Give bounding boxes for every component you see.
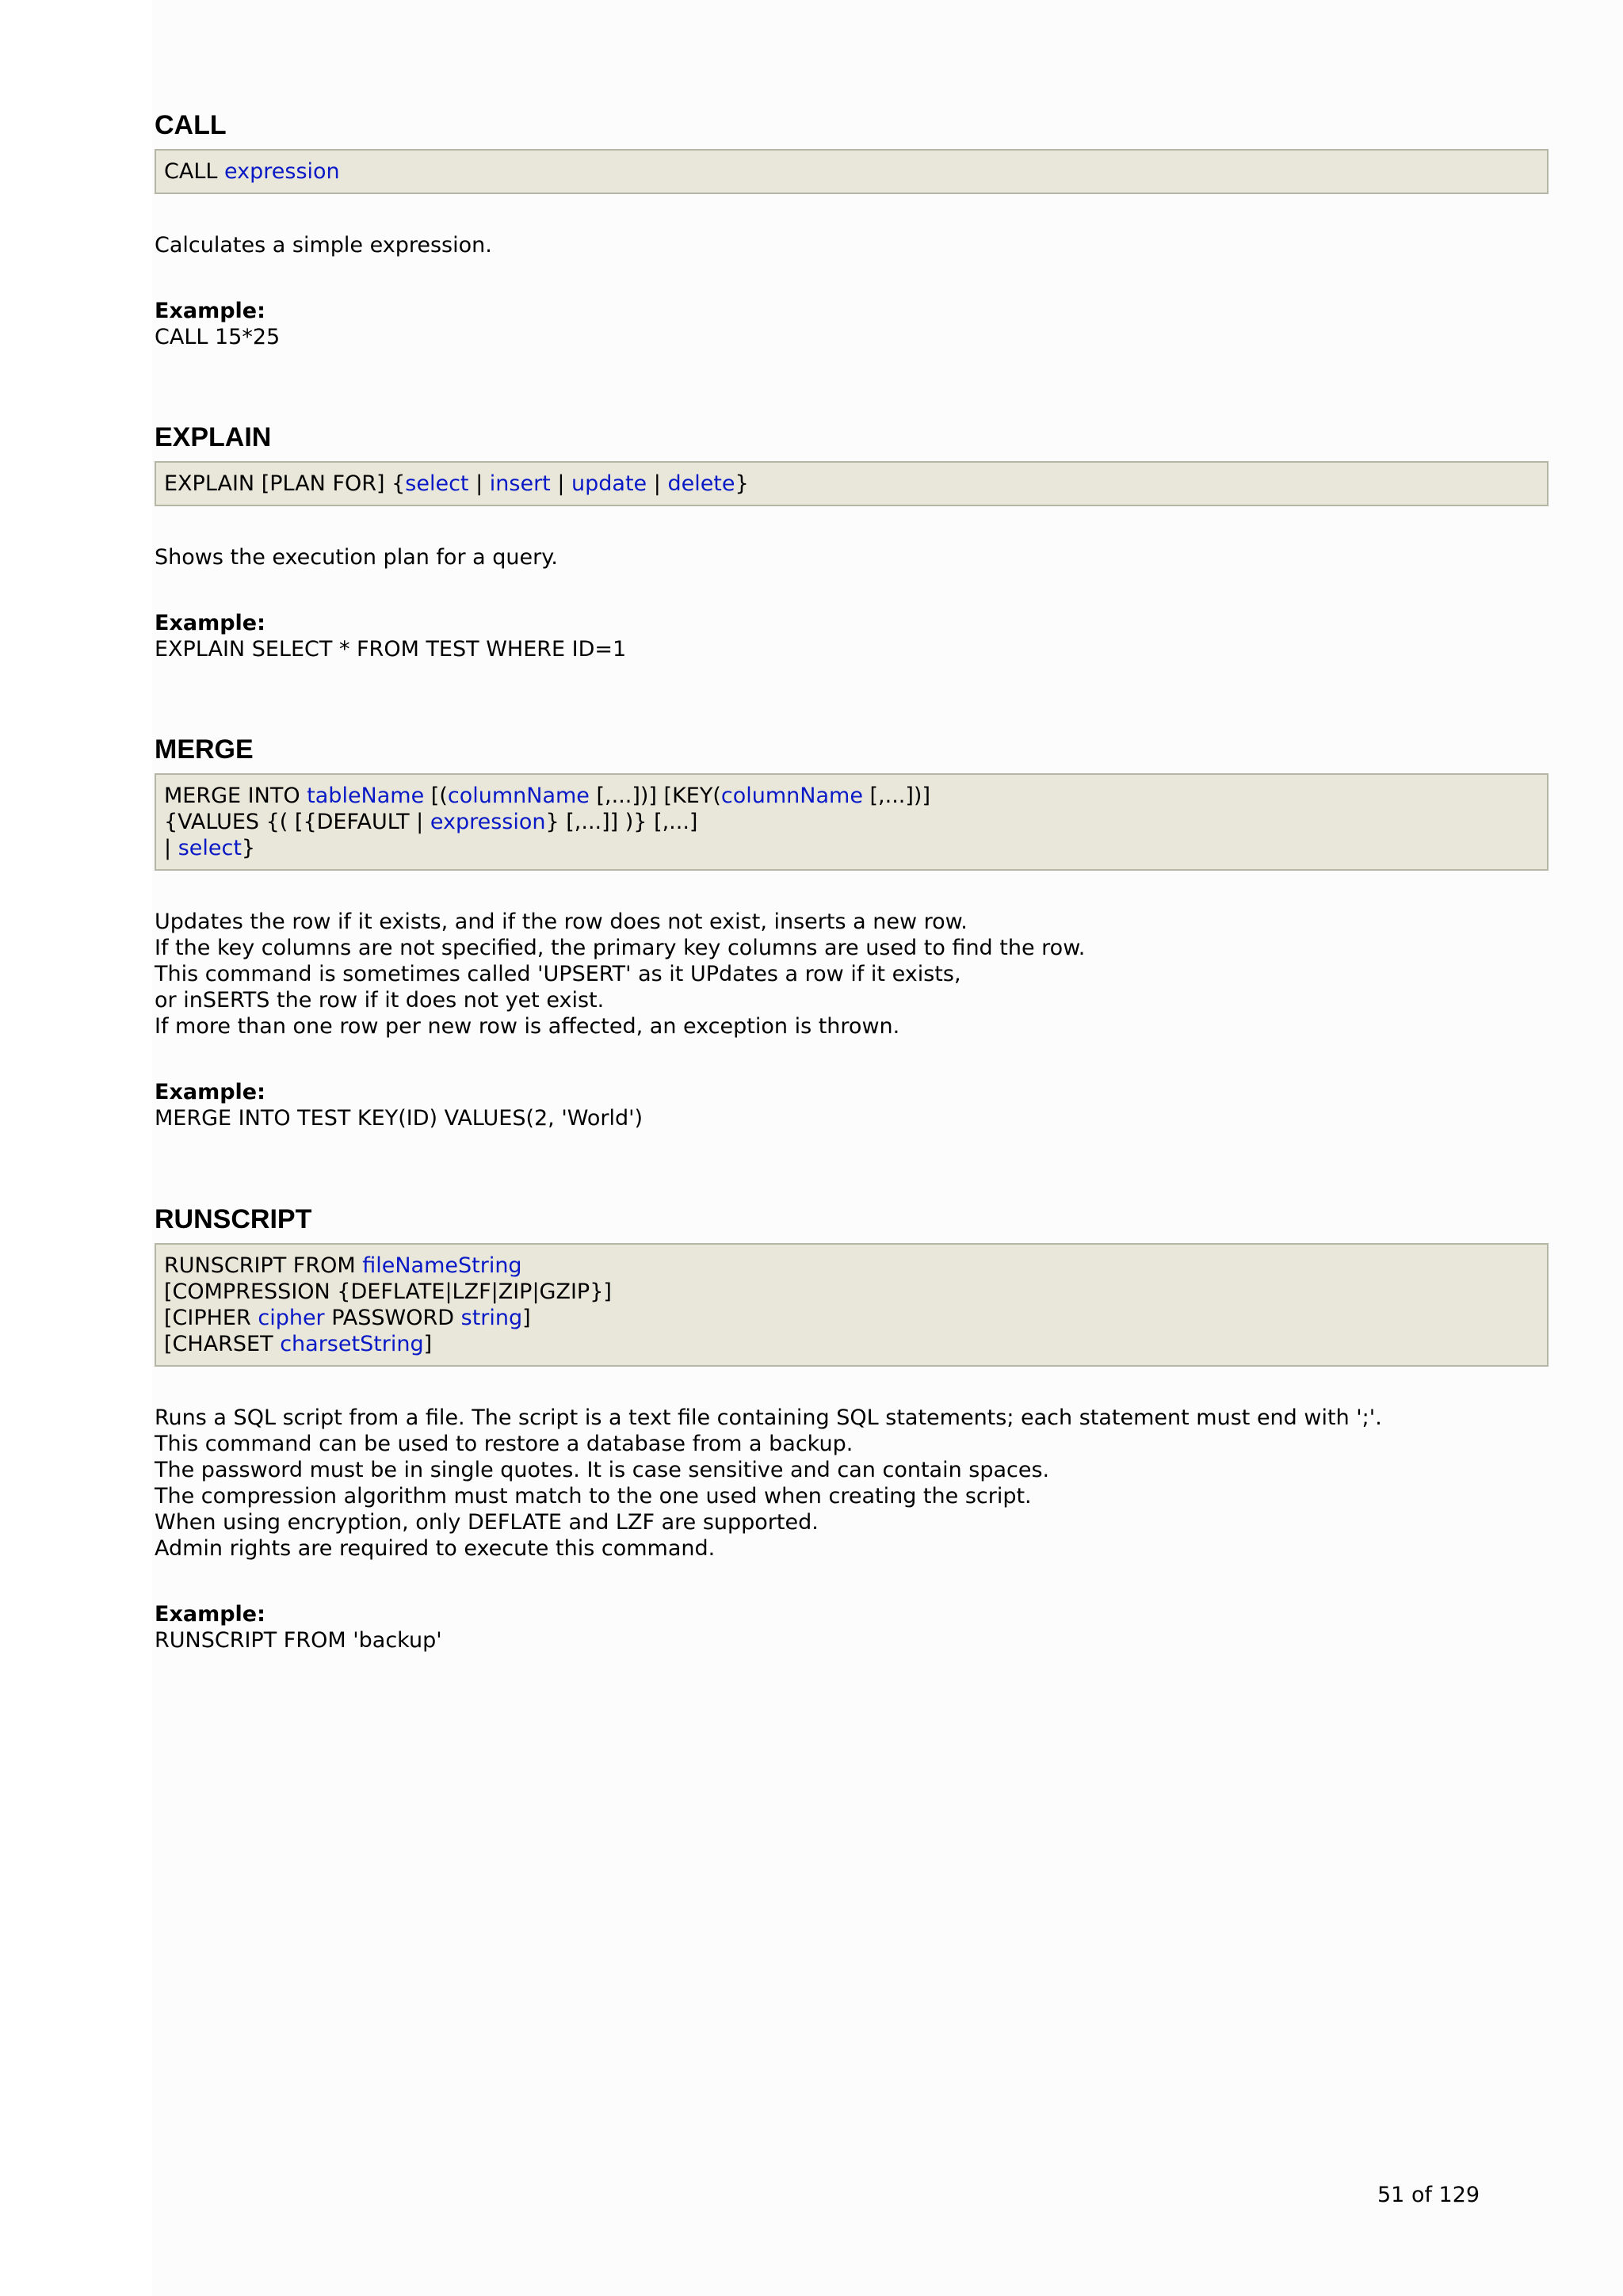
syntax-link[interactable]: expression — [224, 159, 340, 184]
syntax-link[interactable]: update — [571, 471, 647, 496]
syntax-keyword: [,...])] {VALUES {( [{DEFAULT | — [164, 784, 930, 834]
syntax-link[interactable]: charsetString — [280, 1332, 424, 1356]
syntax-keyword: | — [468, 471, 490, 496]
example-code: EXPLAIN SELECT * FROM TEST WHERE ID=1 — [155, 637, 627, 662]
syntax-keyword: [,...])] [KEY( — [589, 784, 721, 808]
example-label: Example: — [155, 299, 265, 323]
syntax-keyword: ] — [423, 1332, 433, 1356]
section-runscript — [155, 1203, 1549, 1653]
syntax-link[interactable]: tableName — [307, 784, 425, 808]
syntax-link[interactable]: columnName — [447, 784, 590, 808]
section-merge — [155, 734, 1549, 1131]
example-code: MERGE INTO TEST KEY(ID) VALUES(2, 'World') — [155, 1106, 643, 1131]
section-explain — [155, 421, 1549, 662]
syntax-keyword: | — [550, 471, 572, 496]
description-line: When using encryption, only DEFLATE and LZF are supported. — [155, 1510, 819, 1535]
description — [155, 232, 1549, 258]
syntax-link[interactable]: insert — [489, 471, 551, 496]
syntax-keyword: } [,...]] )} [,...] | — [164, 810, 698, 860]
description-line: Runs a SQL script from a file. The script is a text file containing SQL statements; each statement must end with ';'. — [155, 1405, 1382, 1430]
description-line: This command can be used to restore a database from a backup. — [155, 1432, 854, 1456]
syntax-link[interactable]: columnName — [720, 784, 863, 808]
description-line: Calculates a simple expression. — [155, 233, 492, 257]
syntax-link[interactable]: select — [178, 836, 242, 860]
syntax-keyword: } — [241, 836, 256, 860]
syntax-link[interactable]: fileNameString — [362, 1253, 522, 1278]
example-code: RUNSCRIPT FROM 'backup' — [155, 1628, 442, 1653]
syntax-box — [155, 461, 1549, 506]
example-label: Example: — [155, 611, 265, 635]
syntax-keyword: CALL — [164, 159, 224, 184]
syntax-link[interactable]: cipher — [258, 1306, 325, 1330]
description-line: If more than one row per new row is affected, an exception is thrown. — [155, 1014, 900, 1039]
syntax-box — [155, 149, 1549, 194]
example-label: Example: — [155, 1602, 265, 1627]
description — [155, 909, 1549, 1039]
description — [155, 1405, 1549, 1562]
section-title: MERGE — [155, 734, 254, 765]
syntax-keyword: PASSWORD — [324, 1306, 461, 1330]
section-call — [155, 109, 1549, 350]
description-line: If the key columns are not specified, the primary key columns are used to find the row. — [155, 936, 1086, 960]
description-line: or inSERTS the row if it does not yet exist. — [155, 988, 605, 1013]
syntax-box — [155, 1243, 1549, 1367]
example-label: Example: — [155, 1080, 265, 1104]
syntax-keyword: [COMPRESSION {DEFLATE|LZF|ZIP|GZIP}] [CIPHER — [164, 1280, 612, 1330]
description-line: Shows the execution plan for a query. — [155, 545, 558, 570]
section-title: CALL — [155, 110, 227, 140]
example-code: CALL 15*25 — [155, 325, 281, 349]
description-line: Updates the row if it exists, and if the row does not exist, inserts a new row. — [155, 910, 968, 934]
syntax-link[interactable]: expression — [430, 810, 546, 834]
syntax-keyword: } — [735, 471, 749, 496]
syntax-link[interactable]: string — [460, 1306, 523, 1330]
syntax-keyword: MERGE INTO — [164, 784, 307, 808]
syntax-link[interactable]: select — [405, 471, 469, 496]
syntax-box — [155, 773, 1549, 871]
description-line: This command is sometimes called 'UPSERT' as it UPdates a row if it exists, — [155, 962, 961, 986]
syntax-keyword: | — [647, 471, 668, 496]
description-line: The password must be in single quotes. It is case sensitive and can contain spaces. — [155, 1458, 1050, 1482]
syntax-keyword: EXPLAIN [PLAN FOR] { — [164, 471, 406, 496]
page-number: 51 of 129 — [1377, 2183, 1480, 2207]
section-title: EXPLAIN — [155, 422, 272, 452]
syntax-link[interactable]: delete — [667, 471, 735, 496]
description-line: The compression algorithm must match to the one used when creating the script. — [155, 1484, 1032, 1508]
description-line: Admin rights are required to execute this command. — [155, 1536, 716, 1561]
section-title: RUNSCRIPT — [155, 1204, 312, 1234]
syntax-keyword: RUNSCRIPT FROM — [164, 1253, 363, 1278]
syntax-keyword: ] [CHARSET — [164, 1306, 531, 1356]
syntax-keyword: [( — [424, 784, 448, 808]
description — [155, 544, 1549, 570]
